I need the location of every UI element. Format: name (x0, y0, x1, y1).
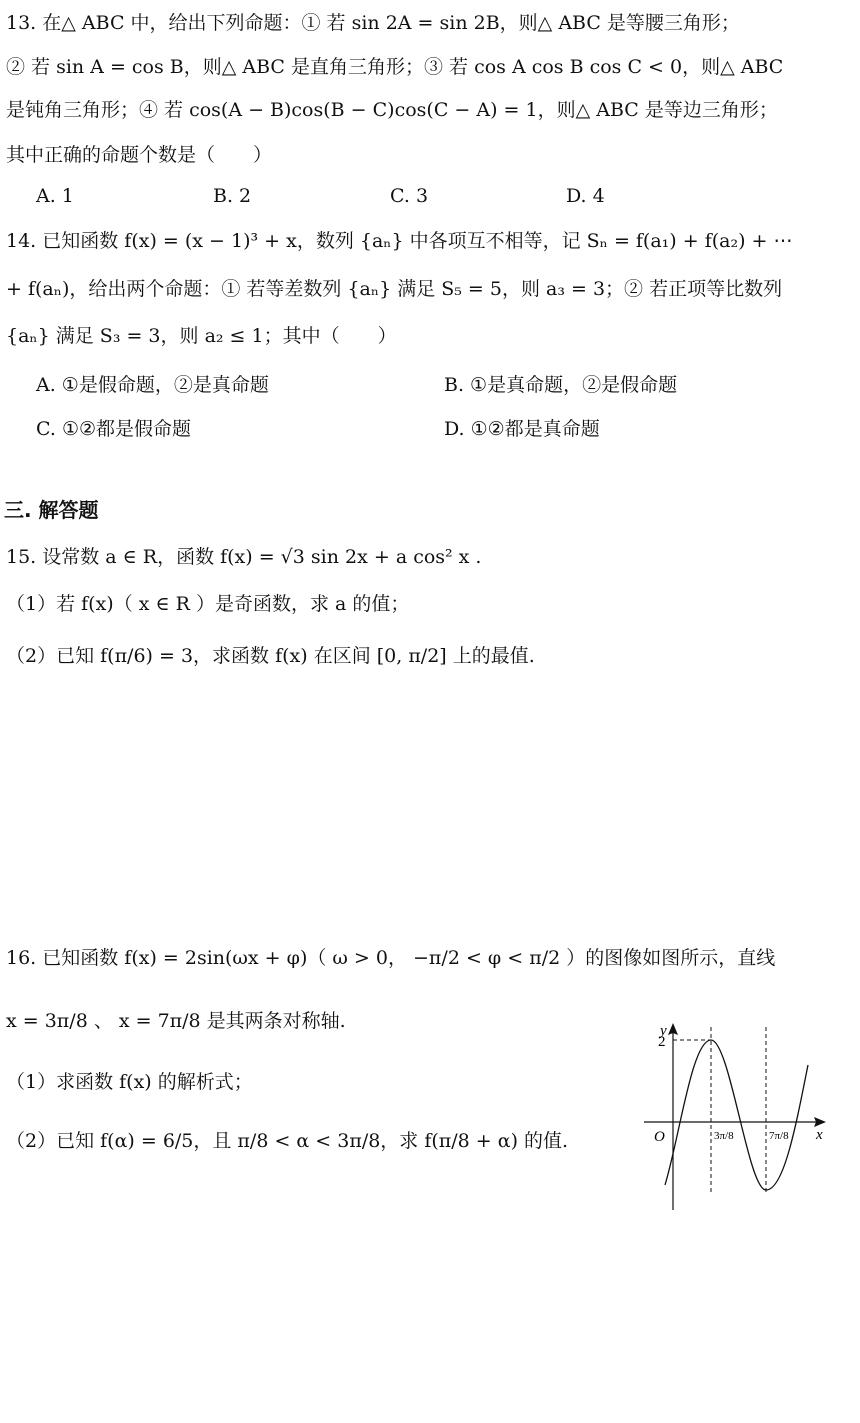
q13-option-b: B. 2 (213, 185, 252, 207)
q13-option-d: D. 4 (566, 185, 605, 207)
q16-line3: （1）求函数 f(x) 的解析式； (6, 1071, 253, 1093)
q13-line4: 其中正确的命题个数是（ ） (6, 144, 273, 166)
x-tick-label-1: 3π/8 (714, 1130, 734, 1142)
q14-line2: + f(aₙ)，给出两个命题：① 若等差数列 {aₙ} 满足 S₅ = 5，则 a₃ = 3；② 若正项等比数列 (6, 278, 783, 300)
q13-line3: 是钝角三角形；④ 若 cos(A − B)cos(B − C)cos(C − A) = 1，则△ ABC 是等边三角形； (6, 99, 778, 121)
q13-option-a: A. 1 (36, 185, 74, 207)
x-axis-label: x (816, 1127, 823, 1143)
q16-line1: 16. 已知函数 f(x) = 2sin(ωx + φ)（ ω > 0， −π/2 < φ < π/2 ）的图像如图所示，直线 (6, 947, 776, 969)
q14-option-c: C. ①②都是假命题 (36, 418, 192, 440)
q13-line2: ② 若 sin A = cos B，则△ ABC 是直角三角形；③ 若 cos A cos B cos C < 0，则△ ABC (6, 56, 784, 78)
x-tick-label-2: 7π/8 (769, 1130, 789, 1142)
section-heading: 三. 解答题 (4, 498, 99, 522)
y-axis-label: y (660, 1023, 667, 1039)
q14-option-a: A. ①是假命题，②是真命题 (36, 374, 269, 396)
q13-line1: 13. 在△ ABC 中，给出下列命题：① 若 sin 2A = sin 2B，则△ ABC 是等腰三角形； (6, 12, 740, 34)
q16-line2: x = 3π/8 、 x = 7π/8 是其两条对称轴. (6, 1010, 346, 1032)
q14-option-d: D. ①②都是真命题 (444, 418, 600, 440)
sine-graph (640, 1015, 840, 1215)
sine-curve (665, 1040, 808, 1190)
q16-line4: （2）已知 f(α) = 6/5，且 π/8 < α < 3π/8，求 f(π/8 + α) 的值. (6, 1130, 569, 1152)
origin-label: O (654, 1129, 665, 1145)
q14-line1: 14. 已知函数 f(x) = (x − 1)³ + x，数列 {aₙ} 中各项互不相等，记 Sₙ = f(a₁) + f(a₂) + ⋯ (6, 230, 793, 252)
q15-line2: （1）若 f(x)（ x ∈ R ）是奇函数，求 a 的值； (6, 593, 410, 615)
y-tick-label: 2 (658, 1034, 666, 1050)
q15-line1: 15. 设常数 a ∈ R，函数 f(x) = √3 sin 2x + a cos² x . (6, 546, 482, 568)
q13-option-c: C. 3 (390, 185, 429, 207)
q14-line3: {aₙ} 满足 S₃ = 3，则 a₂ ≤ 1；其中（ ） (6, 325, 397, 347)
q15-line3: （2）已知 f(π/6) = 3，求函数 f(x) 在区间 [0, π/2] 上的最值. (6, 645, 535, 667)
q14-option-b: B. ①是真命题，②是假命题 (444, 374, 678, 396)
